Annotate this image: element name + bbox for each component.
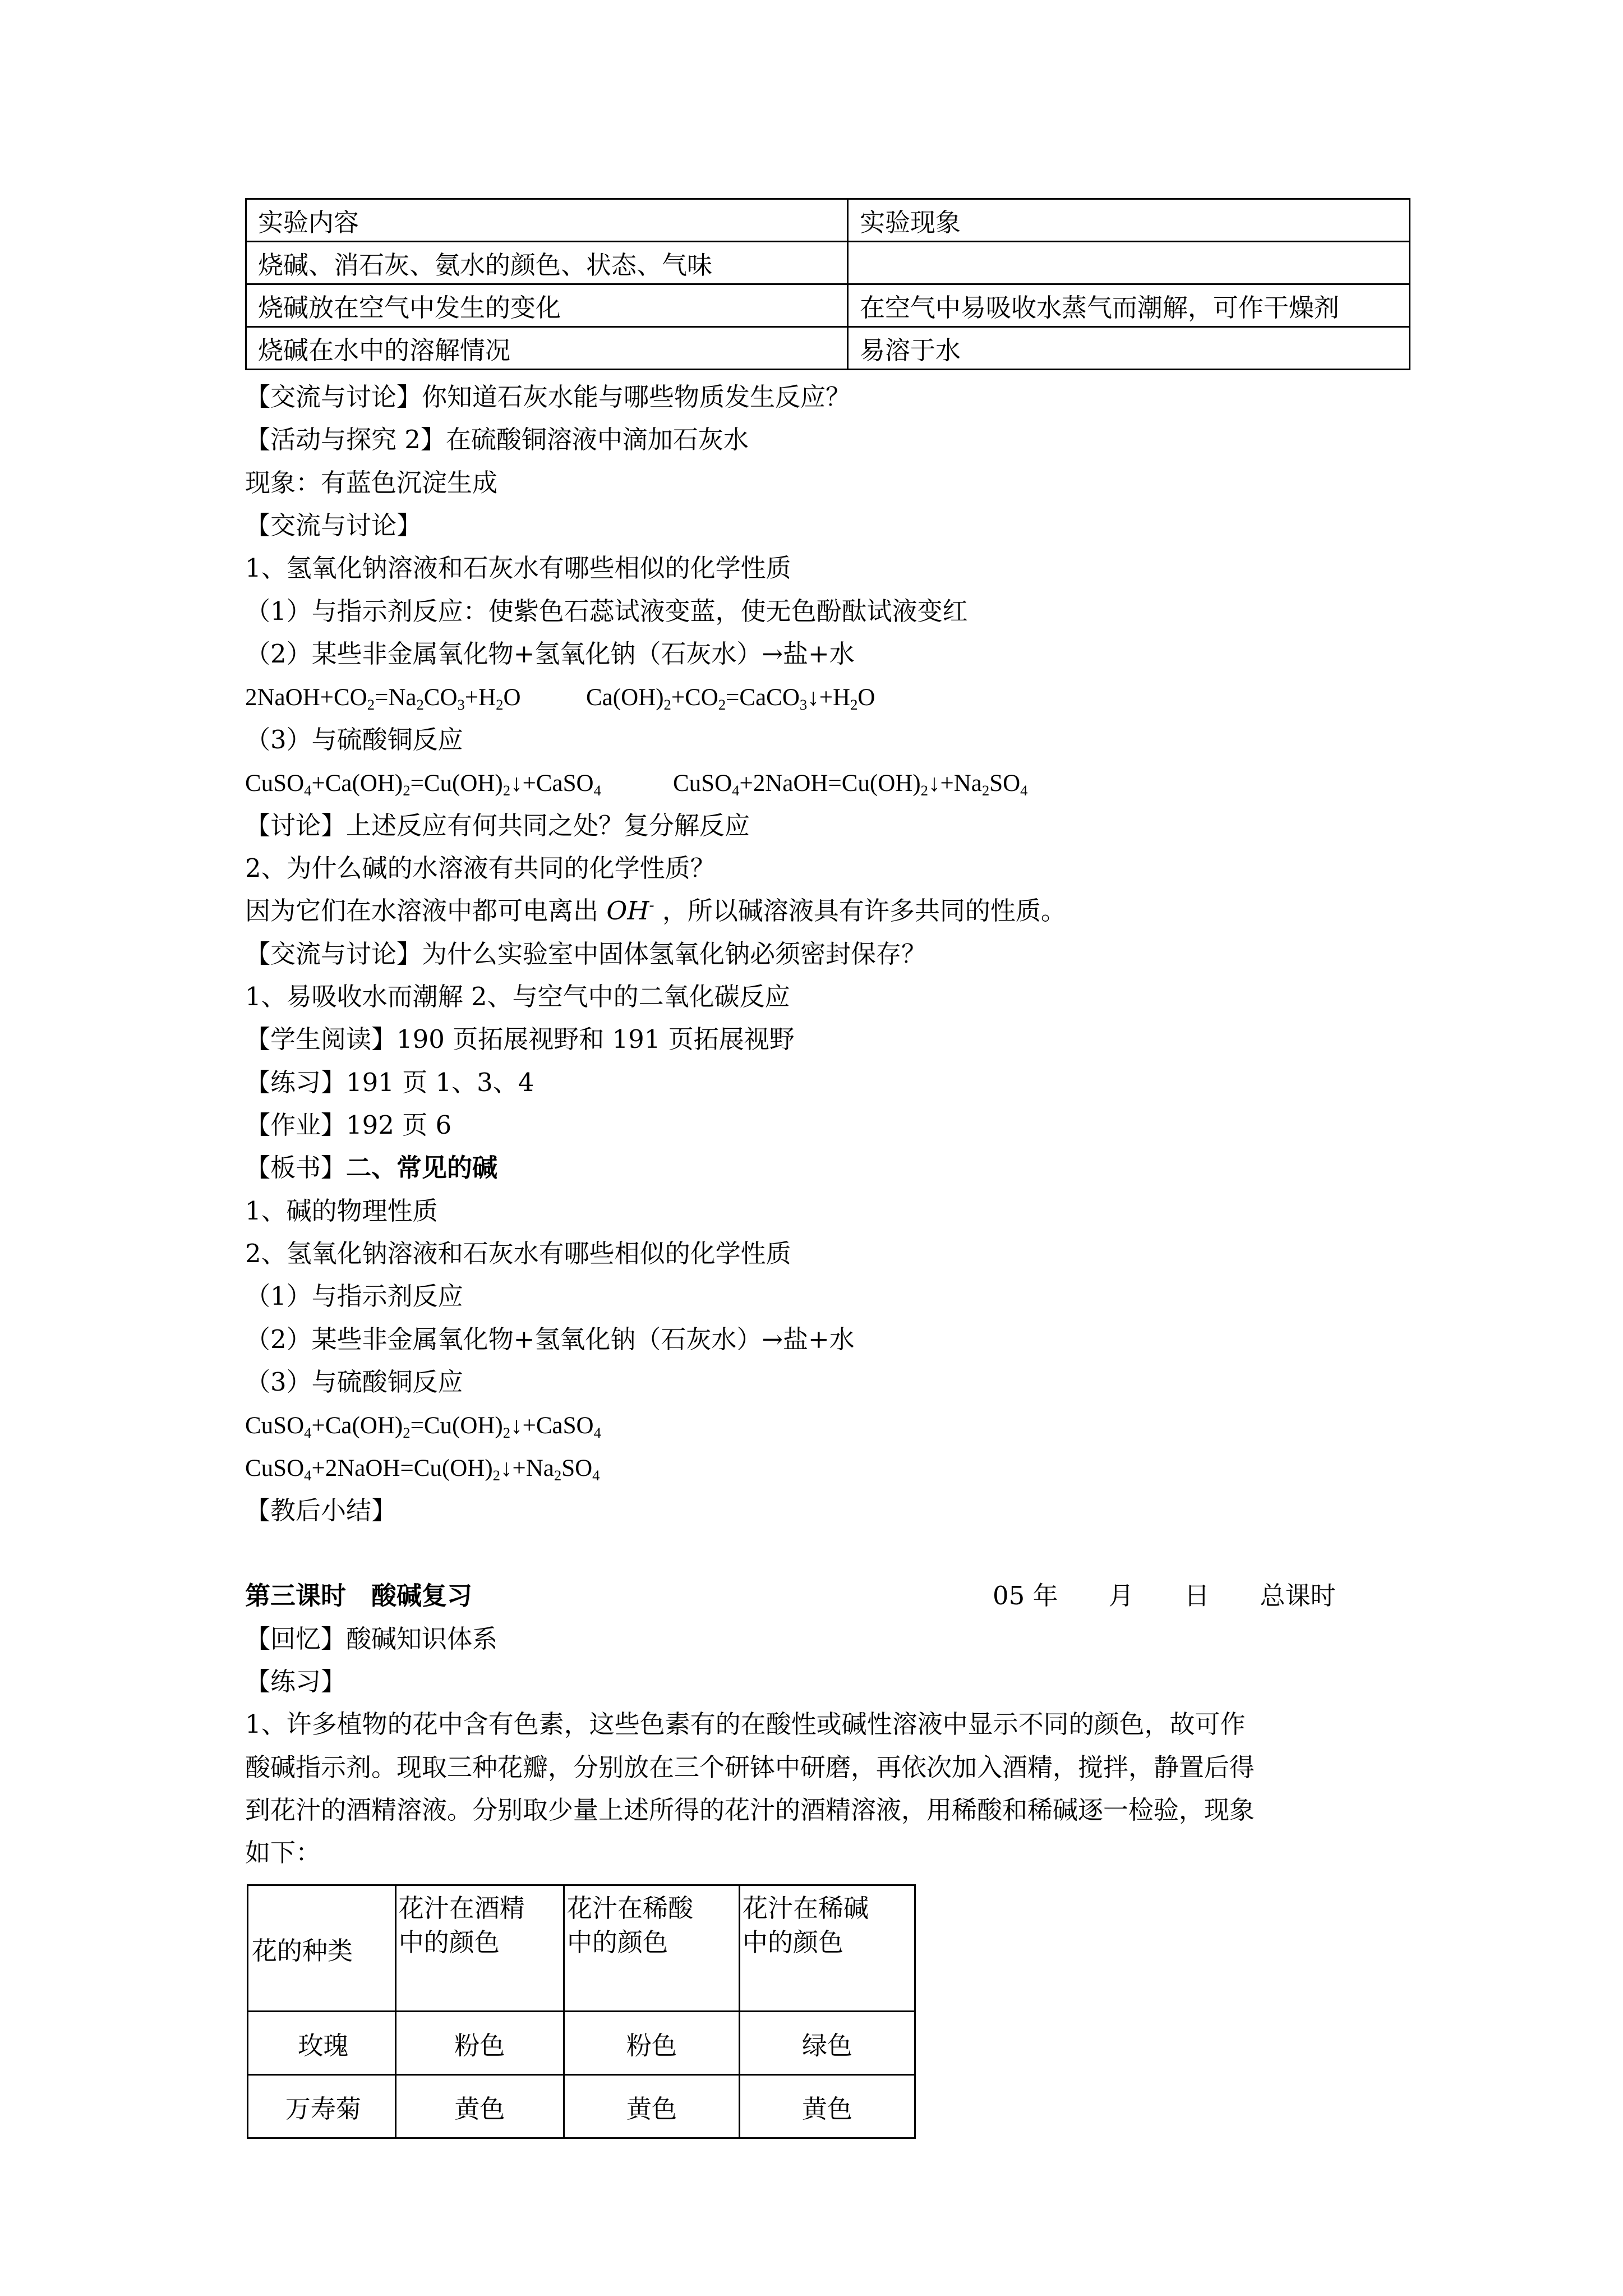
- chemical-equation: $CuSO_4+2NaOH=Cu(OH)_2↓+Na_2SO_4$: [245, 1455, 600, 1484]
- table-header-cell: [395, 1885, 564, 2012]
- text-line: 【练习】: [245, 1667, 347, 1696]
- text-line: 如下：: [245, 1838, 321, 1867]
- table-cell: 万寿菊: [248, 2075, 396, 2138]
- table-row: [246, 242, 1410, 284]
- table-header-cell: [739, 1885, 915, 2012]
- text-line: （1）与指示剂反应：使紫色石蕊试液变蓝，使无色酚酞试液变红: [245, 596, 968, 626]
- chemical-equation: $CuSO_4+Ca(OH)_2=Cu(OH)_2↓+CaSO_4$: [245, 1412, 601, 1441]
- header-line: 花汁在稀酸: [566, 1893, 693, 1923]
- text-span: ，所以碱溶液具有许多共同的性质。: [662, 896, 1066, 926]
- text-line: 【交流与讨论】为什么实验室中固体氢氧化钠必须密封保存？: [245, 939, 927, 969]
- table-cell: 烧碱在水中的溶解情况: [246, 327, 848, 370]
- chemical-equation: $CuSO_4+Ca(OH)_2=Cu(OH)_2↓+CaSO_4$: [245, 770, 601, 799]
- text-line: 2、为什么碱的水溶液有共同的化学性质？: [245, 853, 716, 883]
- text-line: （2）某些非金属氧化物+氢氧化钠（石灰水）→盐+水: [245, 639, 855, 669]
- text-line: 【回忆】酸碱知识体系: [245, 1624, 498, 1654]
- text-line: 2、氢氧化钠溶液和石灰水有哪些相似的化学性质: [245, 1239, 791, 1268]
- text-line: 1、易吸收水而潮解 2、与空气中的二氧化碳反应: [245, 982, 790, 1011]
- table-cell: 黄色: [564, 2075, 739, 2138]
- table-cell: 黄色: [739, 2075, 915, 2138]
- table-row: [246, 199, 1410, 242]
- table-row: [246, 284, 1410, 327]
- text-line: 【练习】191 页 1、3、4: [245, 1068, 534, 1097]
- table-cell: 粉色: [564, 2012, 739, 2075]
- table-cell: 黄色: [395, 2075, 564, 2138]
- board-heading: 二、常见的碱: [346, 1153, 498, 1182]
- header-line: 中的颜色: [398, 1927, 500, 1957]
- table-row: [246, 327, 1410, 370]
- table-cell: 绿色: [739, 2012, 915, 2075]
- text-line: 酸碱指示剂。现取三种花瓣，分别放在三个研钵中研磨，再依次加入酒精，搅拌，静置后得: [245, 1752, 1255, 1782]
- experiment-table: [245, 198, 1410, 370]
- chemical-equation: $CuSO_4+2NaOH=Cu(OH)_2↓+Na_2SO_4$: [673, 770, 1028, 799]
- lesson-date: 05 年 月 日 总课时: [993, 1581, 1336, 1611]
- text-line: 1、许多植物的花中含有色素，这些色素有的在酸性或碱性溶液中显示不同的颜色，故可作: [245, 1709, 1246, 1739]
- table-cell: 玫瑰: [248, 2012, 396, 2075]
- table-cell: 在空气中易吸收水蒸气而潮解，可作干燥剂: [848, 284, 1410, 327]
- text-line: 【教后小结】: [245, 1496, 397, 1525]
- lesson-title: 第三课时 酸碱复习: [245, 1581, 473, 1611]
- table-cell: 粉色: [395, 2012, 564, 2075]
- table-row: [248, 2012, 915, 2075]
- header-line: 中的颜色: [742, 1927, 843, 1957]
- text-line: （1）与指示剂反应: [245, 1281, 463, 1311]
- text-line: 【交流与讨论】你知道石灰水能与哪些物质发生反应？: [245, 382, 851, 412]
- header-line: 花汁在酒精: [398, 1893, 525, 1923]
- text-line: 【交流与讨论】: [245, 510, 422, 540]
- table-header-cell: [564, 1885, 739, 2012]
- table-cell: 烧碱放在空气中发生的变化: [246, 284, 848, 327]
- text-line: 1、氢氧化钠溶液和石灰水有哪些相似的化学性质: [245, 553, 791, 583]
- header-line: 花汁在稀碱: [742, 1893, 869, 1923]
- text-line: [245, 896, 1066, 926]
- text-line: 【讨论】上述反应有何共同之处？复分解反应: [245, 811, 750, 840]
- text-line: [245, 1155, 497, 1180]
- text-line: 【作业】192 页 6: [245, 1110, 452, 1140]
- table-header-cell: 花的种类: [248, 1885, 396, 2012]
- text-line: 【学生阅读】190 页拓展视野和 191 页拓展视野: [245, 1024, 795, 1054]
- text-line: 到花汁的酒精溶液。分别取少量上述所得的花汁的酒精溶液，用稀酸和稀碱逐一检验，现象: [245, 1795, 1255, 1825]
- header-line: 中的颜色: [566, 1927, 668, 1957]
- text-line: （3）与硫酸铜反应: [245, 1367, 463, 1397]
- text-line: 现象：有蓝色沉淀生成: [245, 468, 498, 498]
- table-row: [248, 2075, 915, 2138]
- table-cell: 易溶于水: [848, 327, 1410, 370]
- text-span: 因为它们在水溶液中都可电离出: [245, 896, 599, 926]
- text-line: 1、碱的物理性质: [245, 1196, 438, 1226]
- chemical-equation: $2NaOH+CO_2=Na_2CO_3+H_2O$: [245, 684, 521, 713]
- hydroxide-ion: OH-: [606, 896, 654, 926]
- table-header-cell: 实验现象: [848, 199, 1410, 242]
- text-line: （3）与硫酸铜反应: [245, 725, 463, 754]
- table-cell: [848, 242, 1410, 284]
- flower-color-table: [247, 1884, 916, 2139]
- table-cell: 烧碱、消石灰、氨水的颜色、状态、气味: [246, 242, 848, 284]
- table-row: [248, 1885, 915, 2012]
- text-line: （2）某些非金属氧化物+氢氧化钠（石灰水）→盐+水: [245, 1324, 855, 1354]
- text-span: 【板书】: [245, 1153, 347, 1182]
- table-header-cell: 实验内容: [246, 199, 848, 242]
- chemical-equation: $Ca(OH)_2+CO_2=CaCO_3↓+H_2O$: [586, 684, 875, 713]
- text-line: 【活动与探究 2】在硫酸铜溶液中滴加石灰水: [245, 425, 749, 454]
